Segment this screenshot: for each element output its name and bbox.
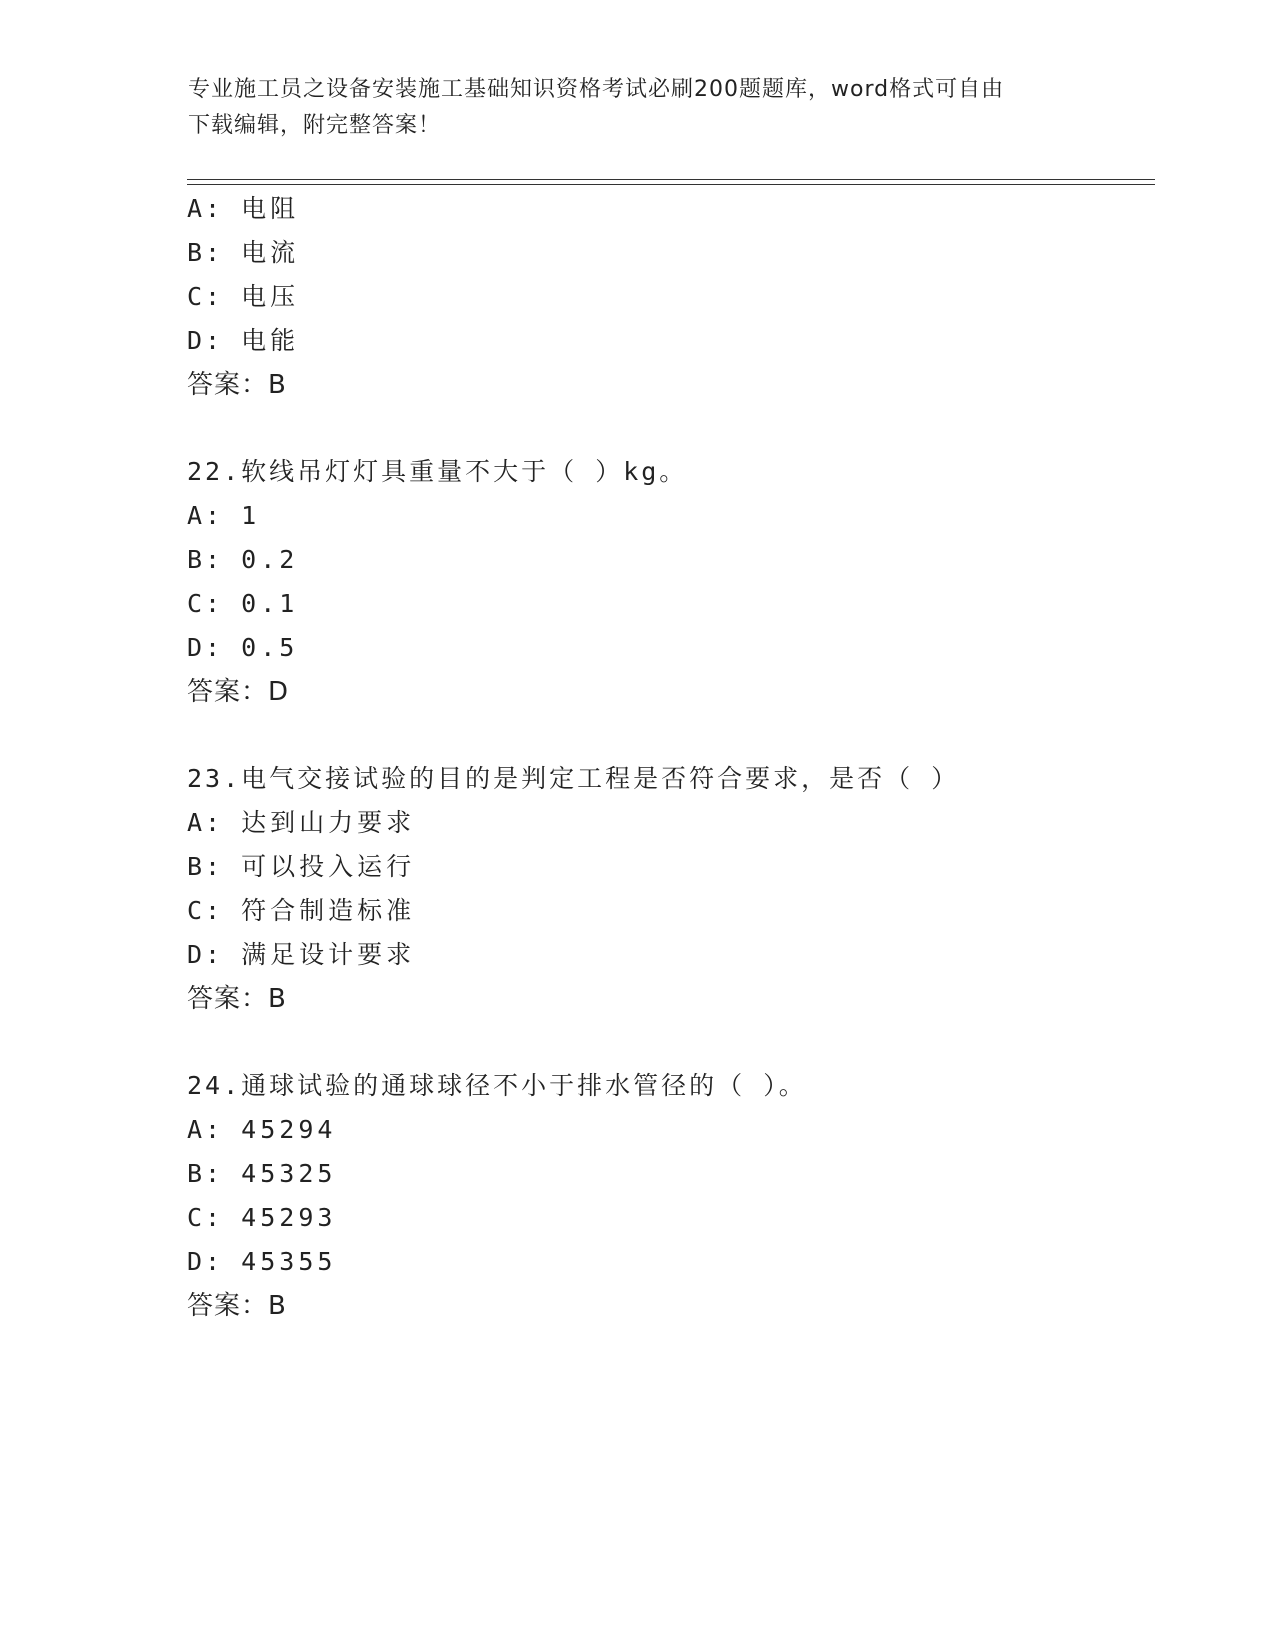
q22-option-b [187, 543, 298, 577]
option-text: 可以投入运行 [241, 852, 416, 881]
document-header [188, 72, 1088, 144]
option-text: 45293 [241, 1203, 337, 1232]
option-text: 电能 [241, 326, 300, 355]
option-label: A: [187, 1115, 224, 1144]
option-label: D: [187, 940, 224, 969]
header-divider-top [187, 179, 1155, 180]
q22-question: 22.软线吊灯灯具重量不大于（ ）kg。 [187, 457, 688, 486]
q23-option-b [187, 850, 415, 884]
header-line-1: 专业施工员之设备安装施工基础知识资格考试必刷200题题库，word格式可自由 [188, 77, 1005, 102]
option-label: B: [187, 238, 224, 267]
option-text: 电压 [241, 282, 300, 311]
q21-option-d [187, 324, 299, 358]
option-label: B: [187, 545, 224, 574]
q23-option-c [187, 894, 415, 928]
option-text: 45325 [241, 1159, 337, 1188]
q21-answer: 答案：B [187, 370, 287, 400]
option-text: 0.5 [241, 633, 299, 662]
option-text: 1 [241, 501, 261, 530]
q24-option-a [187, 1113, 336, 1147]
q21-option-a [187, 192, 299, 226]
q23-option-a [187, 806, 415, 840]
q23-option-d [187, 938, 415, 972]
option-label: C: [187, 1203, 224, 1232]
option-text: 达到山力要求 [241, 808, 416, 837]
q24-question: 24.通球试验的通球球径不小于排水管径的（ ）。 [187, 1071, 807, 1100]
option-text: 0.1 [241, 589, 299, 618]
option-text: 45294 [241, 1115, 337, 1144]
q22-answer: 答案：D [187, 677, 290, 707]
option-label: D: [187, 633, 224, 662]
option-label: B: [187, 852, 224, 881]
q23-answer: 答案：B [187, 984, 287, 1014]
q24-option-b [187, 1157, 336, 1191]
option-text: 满足设计要求 [241, 940, 416, 969]
q24-option-d [187, 1245, 336, 1279]
option-label: C: [187, 896, 224, 925]
q21-option-c [187, 280, 299, 314]
q21-option-b [187, 236, 299, 270]
option-label: D: [187, 1247, 224, 1276]
q24-answer: 答案：B [187, 1291, 287, 1321]
option-label: C: [187, 282, 224, 311]
option-label: C: [187, 589, 224, 618]
option-text: 45355 [241, 1247, 337, 1276]
option-text: 符合制造标准 [241, 896, 416, 925]
option-label: A: [187, 501, 224, 530]
option-text: 电阻 [241, 194, 300, 223]
option-label: A: [187, 808, 224, 837]
option-text: 0.2 [241, 545, 299, 574]
option-label: B: [187, 1159, 224, 1188]
q23-question: 23.电气交接试验的目的是判定工程是否符合要求，是否（ ） [187, 764, 960, 793]
header-divider-bottom [187, 184, 1155, 185]
option-text: 电流 [241, 238, 300, 267]
q22-option-a [187, 499, 260, 533]
q22-option-c [187, 587, 298, 621]
option-label: D: [187, 326, 224, 355]
q24-option-c [187, 1201, 336, 1235]
option-label: A: [187, 194, 224, 223]
q22-option-d [187, 631, 298, 665]
header-line-2: 下载编辑，附完整答案！ [188, 113, 442, 138]
